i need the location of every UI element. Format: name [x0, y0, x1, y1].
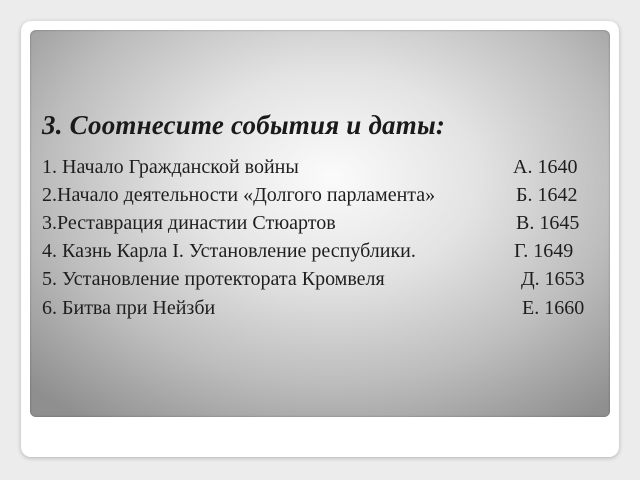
list-item — [42, 212, 602, 238]
date-text: Д. 1653 — [521, 268, 585, 290]
list-item — [42, 240, 602, 266]
list-item — [42, 156, 602, 182]
date-text: А. 1640 — [513, 156, 578, 178]
event-text: 2.Начало деятельности «Долгого парламента» — [42, 184, 436, 206]
date-text: Г. 1649 — [514, 240, 574, 262]
event-text: 6. Битва при Нейзби — [42, 297, 216, 319]
list-item — [42, 268, 602, 294]
event-text: 1. Начало Гражданской войны — [42, 156, 299, 178]
list-item — [42, 297, 602, 323]
date-text: В. 1645 — [516, 212, 580, 234]
event-text: 3.Реставрация династии Стюартов — [42, 212, 336, 234]
list-item — [42, 184, 602, 210]
event-text: 5. Установление протектората Кромвеля — [42, 268, 385, 290]
date-text: Е. 1660 — [522, 297, 585, 319]
slide-title: 3. Соотнесите события и даты: — [42, 110, 446, 140]
event-text: 4. Казнь Карла I. Установление республики. — [42, 240, 416, 262]
date-text: Б. 1642 — [516, 184, 578, 206]
